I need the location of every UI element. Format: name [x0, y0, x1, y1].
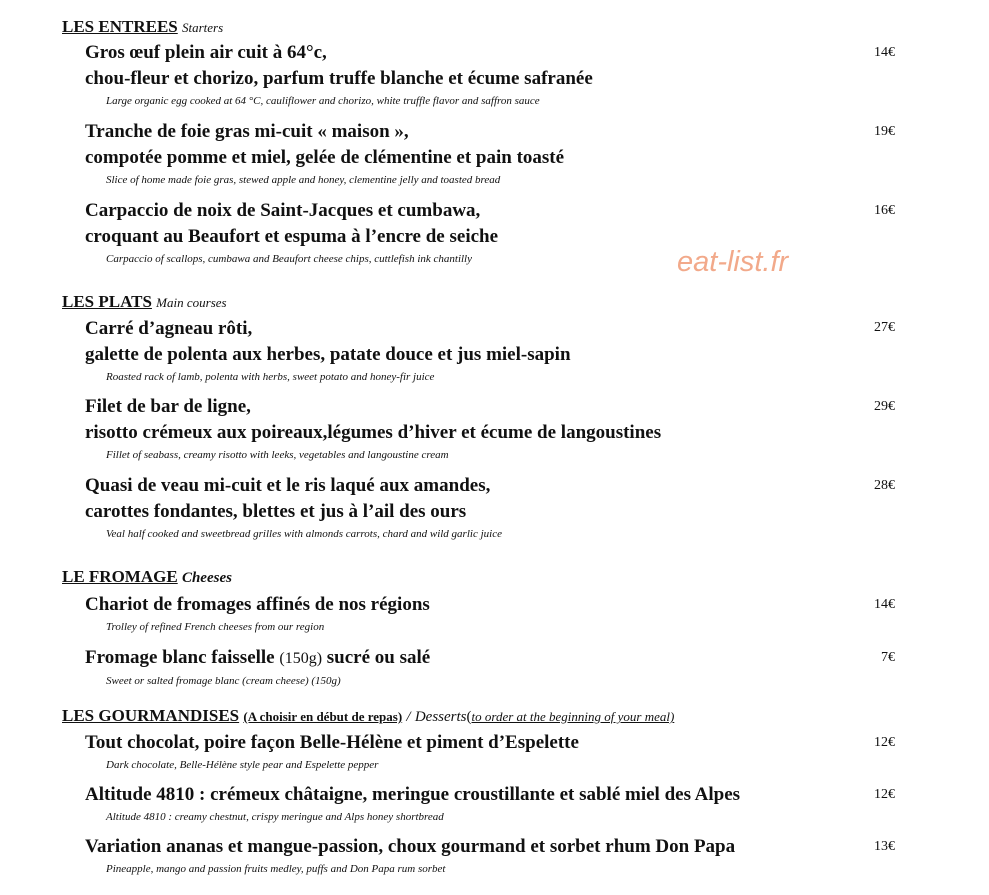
menu-item [85, 645, 430, 687]
item-weight: (150g) [279, 650, 323, 667]
item-desc-fr: croquant au Beaufort et espuma à l’encre de seiche [85, 226, 499, 247]
item-desc-en: Sweet or salted fromage blanc (cream cheese) (150g) [106, 675, 341, 687]
section-title: LES GOURMANDISES [62, 706, 240, 725]
item-desc-en: Roasted rack of lamb, polenta with herbs, sweet potato and honey-fir juice [106, 371, 435, 383]
menu-item [85, 782, 740, 823]
menu-item [85, 473, 502, 540]
item-name-fr: Altitude 4810 : crémeux châtaigne, meringue croustillante et sablé miel des Alpes [85, 784, 741, 805]
item-desc-fr: risotto crémeux aux poireaux,légumes d’hiver et écume de langoustines [85, 422, 662, 443]
item-desc-fr: galette de polenta aux herbes, patate douce et jus miel-sapin [85, 344, 571, 365]
item-price: 12€ [874, 735, 895, 750]
item-desc-en: Altitude 4810 : creamy chestnut, crispy meringue and Alps honey shortbread [106, 811, 444, 823]
menu-item [85, 40, 593, 107]
item-price: 29€ [874, 399, 895, 414]
menu-item [85, 119, 564, 186]
item-name-fr: Quasi de veau mi-cuit et le ris laqué aux amandes, [85, 475, 491, 496]
item-desc-en: Veal half cooked and sweetbread grilles with almonds carrots, chard and wild garlic juice [106, 528, 502, 540]
item-desc-en: Large organic egg cooked at 64 °C, cauliflower and chorizo, white truffle flavor and saffron sauce [106, 95, 540, 107]
section-entrees-header [62, 17, 223, 37]
item-price: 27€ [874, 320, 895, 335]
menu-item [85, 316, 571, 383]
section-title: LE FROMAGE [62, 567, 178, 586]
item-name-fr: Carpaccio de noix de Saint-Jacques et cumbawa, [85, 200, 481, 221]
section-gourmandises-header [62, 706, 674, 726]
item-name-fr: Gros œuf plein air cuit à 64°c, [85, 42, 327, 63]
menu-item [85, 394, 661, 461]
section-title: LES ENTREES [62, 17, 178, 36]
item-price: 19€ [874, 124, 895, 139]
item-name-part: sucré ou salé [326, 647, 431, 668]
item-desc-en: Slice of home made foie gras, stewed apple and honey, clementine jelly and toasted bread [106, 174, 501, 186]
item-desc-fr: compotée pomme et miel, gelée de clémentine et pain toasté [85, 147, 565, 168]
section-subtitle: Desserts [414, 709, 467, 725]
section-subtitle: Cheeses [181, 570, 232, 586]
item-name-fr: Tranche de foie gras mi-cuit « maison », [85, 121, 409, 142]
item-desc-fr: carottes fondantes, blettes et jus à l’ail des ours [85, 501, 467, 522]
item-desc-en: Dark chocolate, Belle-Hélène style pear and Espelette pepper [106, 759, 379, 771]
item-name-fr: Filet de bar de ligne, [85, 396, 251, 417]
section-subtitle: Starters [182, 20, 224, 35]
menu-item [85, 834, 735, 875]
section-plats-header [62, 292, 227, 312]
item-price: 14€ [874, 45, 895, 60]
item-desc-fr: chou-fleur et chorizo, parfum truffe blanche et écume safranée [85, 68, 593, 89]
item-name-part: Fromage blanc faisselle [85, 647, 275, 668]
section-open-paren: ( [466, 709, 472, 725]
item-desc-en: Carpaccio of scallops, cumbawa and Beaufort cheese chips, cuttlefish ink chantilly [106, 253, 472, 265]
item-name-fr: Variation ananas et mangue-passion, choux gourmand et sorbet rhum Don Papa [85, 836, 736, 857]
item-name-fr: Carré d’agneau rôti, [85, 318, 253, 339]
item-price: 28€ [874, 478, 895, 493]
item-price: 14€ [874, 597, 895, 612]
watermark: eat-list.fr [677, 246, 789, 278]
item-name-fr [85, 645, 430, 672]
menu-item [85, 592, 430, 633]
section-slash: / [406, 709, 411, 725]
section-subtitle: Main courses [156, 295, 227, 310]
item-name-fr: Tout chocolat, poire façon Belle-Hélène et piment d’Espelette [85, 732, 579, 753]
item-price: 12€ [874, 787, 895, 802]
menu-item [85, 198, 498, 265]
section-note-en: to order at the beginning of your meal) [471, 709, 675, 724]
section-fromage-header [62, 567, 232, 587]
item-name-fr: Chariot de fromages affinés de nos régions [85, 594, 430, 615]
item-desc-en: Fillet of seabass, creamy risotto with leeks, vegetables and langoustine cream [106, 449, 449, 461]
item-price: 16€ [874, 203, 895, 218]
item-desc-en: Trolley of refined French cheeses from our region [106, 621, 325, 633]
item-price: 7€ [881, 650, 895, 665]
item-price: 13€ [874, 839, 895, 854]
item-desc-en: Pineapple, mango and passion fruits medley, puffs and Don Papa rum sorbet [106, 863, 446, 875]
menu-item [85, 730, 579, 771]
section-note-fr: (A choisir en début de repas) [243, 709, 403, 724]
section-title: LES PLATS [62, 292, 152, 311]
